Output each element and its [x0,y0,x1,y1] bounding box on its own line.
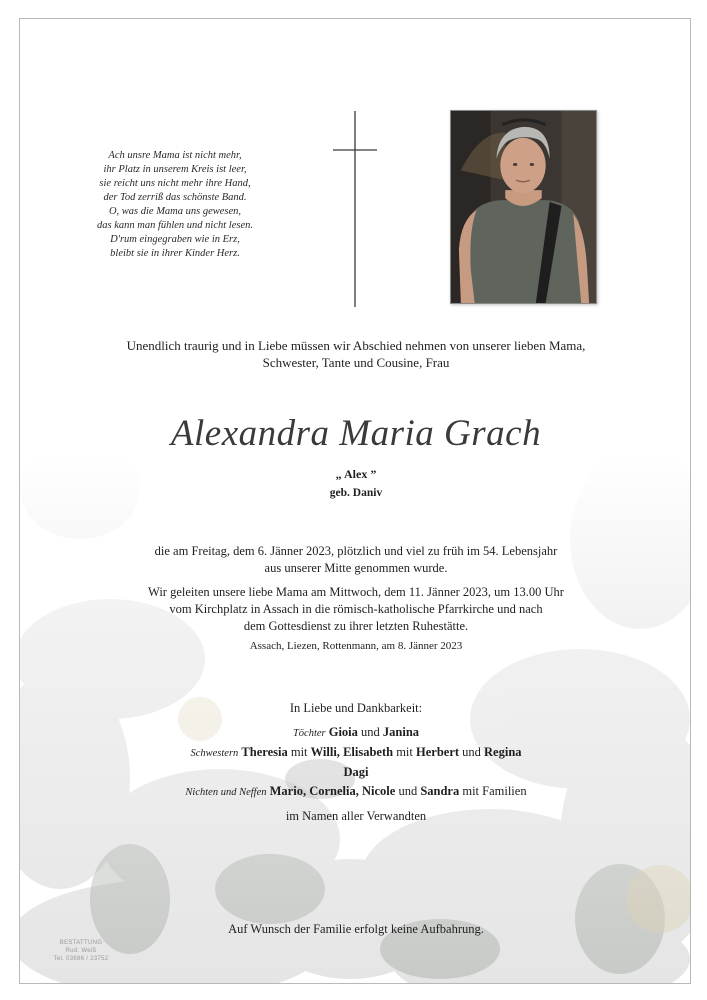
poem-line: Ach unsre Mama ist nicht mehr, [108,150,242,161]
mourner-name: Herbert [416,745,460,759]
mourner-name: Regina [484,745,522,759]
mourners-list [20,699,691,826]
sisters-row [20,743,691,763]
mourner-name: Gioia [328,725,358,739]
intro-line-2: Schwester, Tante und Cousine, Frau [262,355,450,370]
families-text: mit Familien [462,784,527,798]
nickname: „ Alex ” [335,467,377,481]
poem-line: ihr Platz in unserem Kreis ist leer, [103,164,247,175]
mourner-name: Cornelia, [309,784,359,798]
daughters-row [20,723,691,743]
nieces-label: Nichten und Neffen [185,787,267,798]
sisters-row-continued [20,763,691,782]
intro-text [20,337,691,371]
poem-line: sie reicht uns nicht mehr ihre Hand, [99,178,251,189]
mourner-name: Janina [382,725,420,739]
cross-icon [333,111,377,307]
mourner-name: Theresia [241,745,288,759]
conjunction: und [361,725,380,739]
mourner-name: Dagi [343,765,369,779]
mourner-name: Willi, [310,745,340,759]
deceased-name: Alexandra Maria Grach [170,413,542,454]
death-notice-line-2: aus unserer Mitte genommen wurde. [264,561,448,575]
mourner-name: Elisabeth [343,745,394,759]
mourner-name: Nicole [361,784,396,798]
funeral-line-3: dem Gottesdienst zu ihrer letzten Ruhestätte. [243,619,469,633]
death-notice-line-1: die am Freitag, dem 6. Jänner 2023, plötzlich und viel zu früh im 54. Lebensjahr [154,544,558,558]
obituary-card [19,18,691,984]
mourner-name: Mario, [269,784,307,798]
place-date: Assach, Liezen, Rottenmann, am 8. Jänner 2023 [249,640,463,652]
funeral-home-stamp [46,939,116,963]
sisters-label: Schwestern [190,748,239,759]
poem-line: O, was die Mama uns gewesen, [108,206,242,217]
intro-line-1: Unendlich traurig und in Liebe müssen wir Abschied nehmen von unserer lieben Mama, [126,338,586,353]
poem-line: der Tod zerriß das schönste Band. [103,192,247,203]
relatives-line: im Namen aller Verwandten [285,809,427,823]
stamp-line-3: Tel. 03686 / 23752 [53,956,109,962]
nieces-row [20,782,691,802]
birth-name: geb. Daniv [329,487,383,499]
conjunction: und [462,745,481,759]
poem-line: bleibt sie in ihrer Kinder Herz. [110,248,240,259]
mourners-heading: In Liebe und Dankbarkeit: [289,701,423,715]
death-notice [20,543,691,577]
poem-line: D'rum eingegraben wie in Erz, [110,234,240,245]
funeral-line-2: vom Kirchplatz in Assach in die römisch-katholische Pfarrkirche und nach [169,602,543,616]
closing-note: Auf Wunsch der Familie erfolgt keine Aufbahrung. [228,922,484,936]
daughters-label: Töchter [292,728,326,739]
stamp-line-1: BESTATTUNG [59,940,103,946]
stamp-line-2: Rud. Weiß [65,948,97,954]
memorial-poem [20,149,330,261]
portrait-photo [450,110,597,304]
mourner-name: Sandra [420,784,460,798]
funeral-line-1: Wir geleiten unsere liebe Mama am Mittwoch, dem 11. Jänner 2023, um 13.00 Uhr [148,585,564,599]
conjunction: mit [290,745,308,759]
conjunction: mit [396,745,413,759]
conjunction: und [398,784,418,798]
funeral-details [20,584,691,635]
poem-line: das kann man fühlen und nicht lesen. [96,220,254,231]
